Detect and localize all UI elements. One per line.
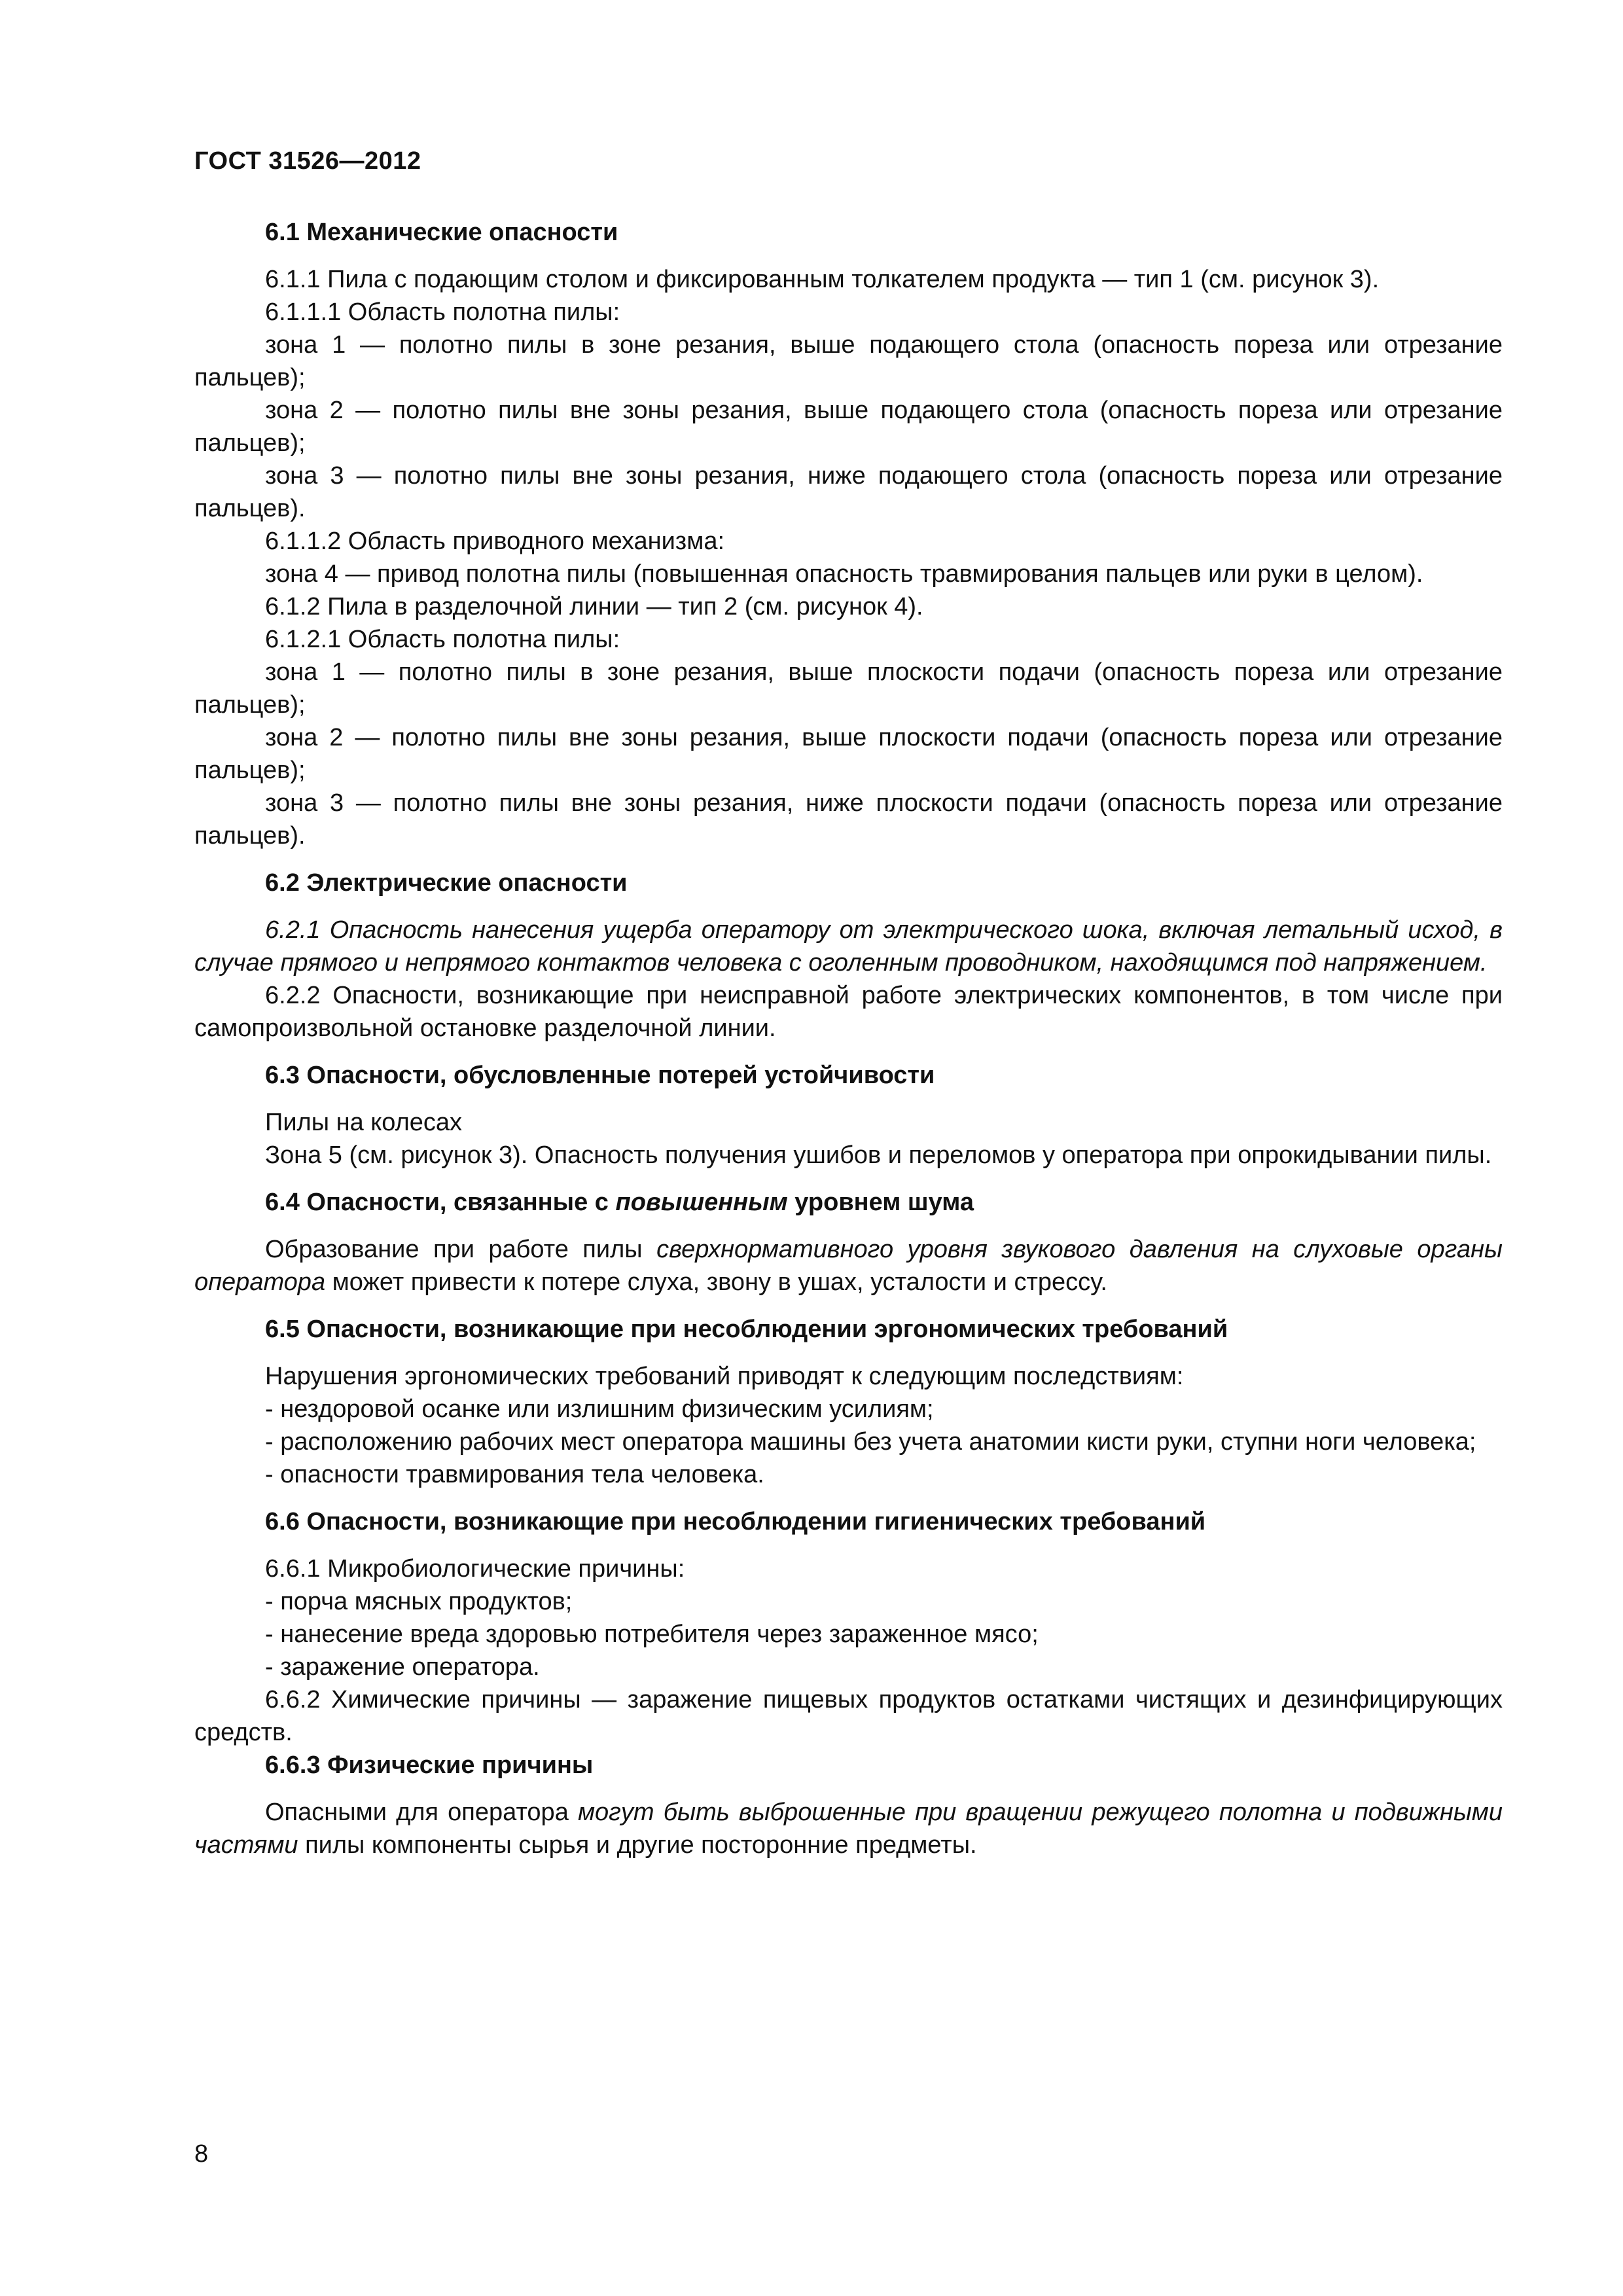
- title-italic-part: повышенным: [615, 1189, 788, 1216]
- paragraph: зона 1 — полотно пилы в зоне резания, выше плоскости подачи (опасность пореза или отрезание пальцев);: [194, 658, 1503, 719]
- section-title: [194, 1186, 1503, 1219]
- paragraph: Зона 5 (см. рисунок 3). Опасность получения ушибов и переломов у оператора при опрокидывании пилы.: [265, 1141, 1492, 1169]
- subsection-title: 6.6.3 Физические причины: [265, 1751, 594, 1779]
- text-part: Опасными для оператора: [265, 1799, 578, 1826]
- paragraph: 6.2.2 Опасности, возникающие при неисправной работе электрических компонентов, в том числе при самопроизвольной остановке разделочной линии.: [194, 982, 1503, 1042]
- section-6-2: [194, 867, 1503, 1045]
- paragraph: 6.1.2 Пила в разделочной линии — тип 2 (см. рисунок 4).: [265, 593, 923, 620]
- paragraph: зона 4 — привод полотна пилы (повышенная опасность травмирования пальцев или руки в целом).: [265, 560, 1423, 588]
- section-6-3: [194, 1059, 1503, 1172]
- paragraph: [194, 914, 1503, 979]
- paragraph: 6.1.1.1 Область полотна пилы:: [265, 298, 620, 326]
- paragraph: 6.1.1 Пила с подающим столом и фиксированным толкателем продукта — тип 1 (см. рисунок 3).: [265, 266, 1380, 293]
- page-number: 8: [194, 2140, 209, 2168]
- text-part: может привести к потере слуха, звону в ушах, усталости и стрессу.: [325, 1268, 1107, 1296]
- section-6-6: [194, 1505, 1503, 1861]
- list-item: - нездоровой осанке или излишним физическим усилиям;: [265, 1395, 934, 1423]
- paragraph: зона 3 — полотно пилы вне зоны резания, ниже подающего стола (опасность пореза или отрезание пальцев).: [194, 462, 1503, 522]
- section-title: 6.5 Опасности, возникающие при несоблюдении эргономических требований: [265, 1316, 1228, 1343]
- list-item: - опасности травмирования тела человека.: [265, 1461, 764, 1488]
- paragraph: зона 2 — полотно пилы вне зоны резания, выше подающего стола (опасность пореза или отрезание пальцев);: [194, 397, 1503, 457]
- text-part: Образование при работе пилы: [265, 1236, 657, 1263]
- list-item: - порча мясных продуктов;: [265, 1588, 573, 1615]
- italic-text: могут быть выброшенные при вращении режущего полотна и подвижными частями: [194, 1799, 1503, 1859]
- paragraph: 6.1.2.1 Область полотна пилы:: [265, 626, 620, 653]
- paragraph: 6.1.1.2 Область приводного механизма:: [265, 528, 725, 555]
- section-title: 6.6 Опасности, возникающие при несоблюдении гигиенических требований: [265, 1508, 1206, 1535]
- list-item: - нанесение вреда здоровью потребителя через зараженное мясо;: [265, 1621, 1039, 1648]
- paragraph: зона 1 — полотно пилы в зоне резания, выше подающего стола (опасность пореза или отрезание пальцев);: [194, 331, 1503, 391]
- section-title: 6.2 Электрические опасности: [265, 869, 628, 897]
- section-6-1: [194, 216, 1503, 852]
- paragraph: Нарушения эргономических требований приводят к следующим последствиям:: [265, 1363, 1184, 1390]
- section-6-5: [194, 1313, 1503, 1491]
- section-title: 6.1 Механические опасности: [265, 219, 618, 246]
- title-part: 6.4 Опасности, связанные с: [265, 1189, 616, 1216]
- paragraph: 6.6.1 Микробиологические причины:: [265, 1555, 685, 1583]
- list-item: - расположению рабочих мест оператора машины без учета анатомии кисти руки, ступни ноги человека;: [265, 1428, 1476, 1456]
- paragraph: [194, 1233, 1503, 1299]
- section-6-4: [194, 1186, 1503, 1299]
- document-body: [194, 216, 1503, 1861]
- title-part: уровнем шума: [787, 1189, 974, 1216]
- paragraph: [194, 1796, 1503, 1861]
- list-item: - заражение оператора.: [265, 1653, 540, 1681]
- section-title: 6.3 Опасности, обусловленные потерей устойчивости: [265, 1062, 935, 1089]
- paragraph: Пилы на колесах: [265, 1109, 463, 1136]
- document-header: ГОСТ 31526—2012: [194, 147, 421, 175]
- paragraph: 6.6.2 Химические причины — заражение пищевых продуктов остатками чистящих и дезинфицирующих средств.: [194, 1686, 1503, 1746]
- paragraph: зона 2 — полотно пилы вне зоны резания, выше плоскости подачи (опасность пореза или отрезание пальцев);: [194, 724, 1503, 784]
- italic-text: сверхнормативного уровня звукового давления на слуховые органы оператора: [194, 1236, 1503, 1296]
- italic-text: 6.2.1 Опасность нанесения ущерба оператору от электрического шока, включая летальный исход, в случае прямого и непрямого контактов человека с оголенным проводником, находящимся под напряжением.: [194, 916, 1503, 977]
- text-part: пилы компоненты сырья и другие посторонние предметы.: [298, 1831, 977, 1859]
- paragraph: зона 3 — полотно пилы вне зоны резания, ниже плоскости подачи (опасность пореза или отрезание пальцев).: [194, 789, 1503, 850]
